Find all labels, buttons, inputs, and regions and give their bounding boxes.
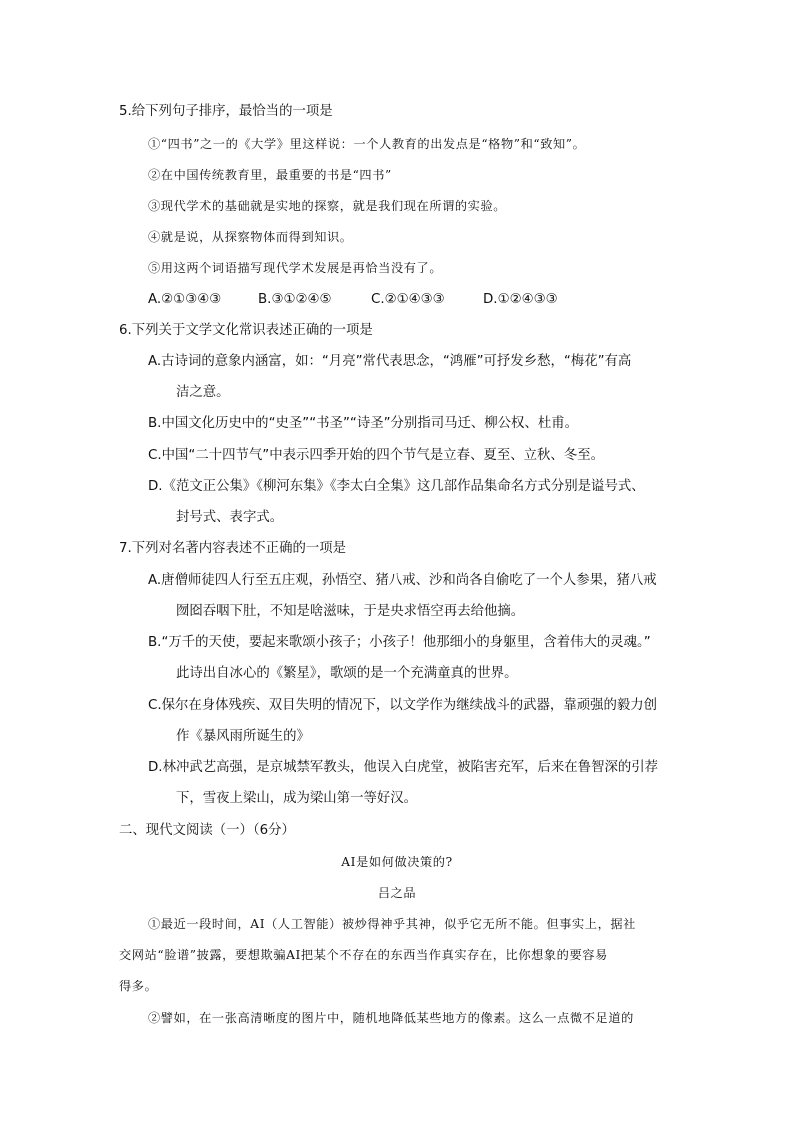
q5-options — [148, 291, 668, 309]
paragraph-2-line1: ②譬如，在一张高清晰度的图片中，随机地降低某些地方的像素。这么一点微不足道的 — [148, 1011, 634, 1025]
paragraph-1-line2: 交网站“脸谱”披露，要想欺骗AI把某个不存在的东西当作真实存在，比你想象的要容易 — [119, 948, 608, 962]
q7-option-c-line2: 作《暴风雨所诞生的》 — [176, 729, 310, 744]
q5-option-a: A.②①③④③ — [148, 292, 222, 307]
q5-sentence-3: ③现代学术的基础就是实地的探察，就是我们现在所谓的实验。 — [148, 199, 507, 213]
q7-option-c-line1: C.保尔在身体残疾、双目失明的情况下，以文学作为继续战斗的武器，靠顽强的毅力创 — [148, 698, 658, 713]
q7-stem: 7.下列对名著内容表述不正确的一项是 — [119, 541, 347, 556]
q5-sentence-4: ④就是说，从探察物体而得到知识。 — [148, 230, 353, 244]
q6-option-a-line2: 洁之意。 — [176, 385, 230, 400]
section-heading: 二、现代文阅读（一）（6分） — [119, 823, 295, 838]
q7-option-d-line1: D.林冲武艺高强，是京城禁军教头，他误入白虎堂，被陷害充军，后来在鲁智深的引荐 — [148, 760, 659, 775]
q6-option-c: C.中国“二十四节气”中表示四季开始的四个节气是立春、夏至、立秋、冬至。 — [148, 448, 604, 463]
q5-sentence-1: ①“四书”之一的《大学》里这样说：一个人教育的出发点是“格物”和“致知”。 — [148, 137, 586, 151]
q6-option-b: B.中国文化历史中的“史圣”“书圣”“诗圣”分别指司马迁、柳公权、杜甫。 — [148, 416, 579, 431]
q5-sentence-2: ②在中国传统教育里，最重要的书是“四书” — [148, 168, 392, 182]
article-title: AI是如何做决策的? — [341, 855, 453, 869]
article-author: 吕之品 — [377, 886, 417, 900]
paragraph-1-line1: ①最近一段时间，AI（人工智能）被炒得神乎其神，似乎它无所不能。但事实上，据社 — [148, 917, 636, 931]
q7-option-a-line1: A.唐僧师徒四人行至五庄观，孙悟空、猪八戒、沙和尚各自偷吃了一个人参果，猪八戒 — [148, 573, 657, 588]
q5-sentence-5: ⑤用这两个词语描写现代学术发展是再恰当没有了。 — [148, 261, 443, 275]
q5-option-c: C.②①④③③ — [371, 292, 445, 307]
q5-option-b: B.③①②④⑤ — [258, 292, 332, 307]
q5-stem: 5.给下列句子排序，最恰当的一项是 — [119, 104, 333, 119]
q7-option-d-line2: 下，雪夜上梁山，成为梁山第一等好汉。 — [176, 791, 418, 806]
q6-option-d-line2: 封号式、表字式。 — [176, 510, 284, 525]
q7-option-b-line1: B.“万千的天使，要起来歌颂小孩子；小孩子！他那细小的身躯里，含着伟大的灵魂。” — [148, 635, 651, 650]
q6-option-a-line1: A.古诗词的意象内涵富，如：“月亮”常代表思念，“鸿雁”可抒发乡愁，“梅花”有高 — [148, 354, 632, 369]
q7-option-a-line2: 囫囵吞咽下肚，不知是啥滋味，于是央求悟空再去给他摘。 — [176, 604, 525, 619]
paragraph-1-line3: 得多。 — [119, 979, 158, 993]
q6-option-d-line1: D.《范文正公集》《柳河东集》《李太白全集》这几部作品集命名方式分别是谥号式、 — [148, 479, 645, 494]
q5-option-d: D.①②④③③ — [483, 292, 558, 307]
q6-stem: 6.下列关于文学文化常识表述正确的一项是 — [119, 323, 373, 338]
q7-option-b-line2: 此诗出自冰心的《繁星》，歌颂的是一个充满童真的世界。 — [176, 666, 518, 681]
